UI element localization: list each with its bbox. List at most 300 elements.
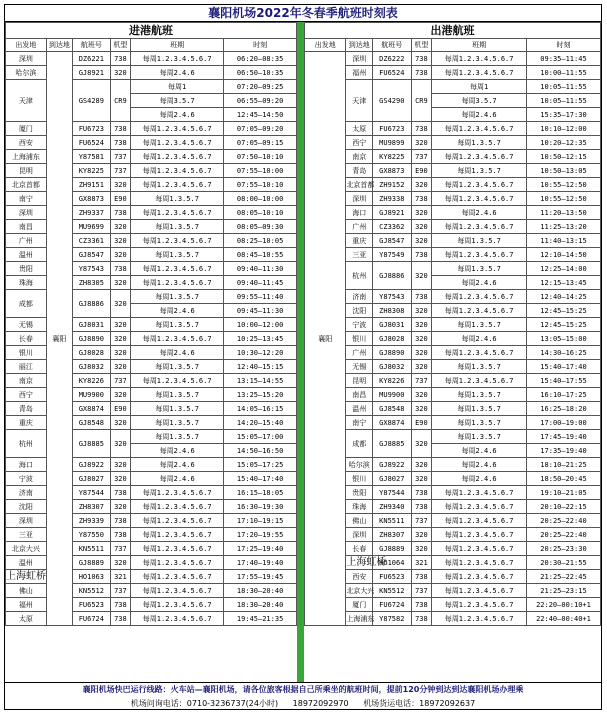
city-cell: 福州 bbox=[346, 66, 373, 80]
aircraft-type: 320 bbox=[110, 248, 130, 262]
schedule-days: 每周2.4.6 bbox=[432, 444, 527, 458]
aircraft-type: 320 bbox=[411, 542, 432, 556]
aircraft-type: 320 bbox=[411, 318, 432, 332]
column-header: 航班号 bbox=[373, 39, 411, 52]
city-cell: 温州 bbox=[346, 402, 373, 416]
city-cell: 广州 bbox=[6, 234, 47, 248]
aircraft-type: 737 bbox=[110, 374, 130, 388]
flight-number: GJ8885 bbox=[72, 430, 110, 458]
city-cell: 厦门 bbox=[6, 122, 47, 136]
timetable-sheet bbox=[4, 4, 602, 710]
city-cell: 昆明 bbox=[346, 374, 373, 388]
aircraft-type: 320 bbox=[411, 136, 432, 150]
table-row bbox=[305, 584, 601, 598]
time-range: 10:25—13:45 bbox=[224, 332, 297, 346]
time-range: 12:40—15:15 bbox=[224, 360, 297, 374]
city-cell: 南昌 bbox=[346, 388, 373, 402]
aircraft-type: 320 bbox=[110, 178, 130, 192]
schedule-days: 每周1.3.5.7 bbox=[131, 402, 224, 416]
time-range: 10:50—13:05 bbox=[526, 164, 600, 178]
schedule-days: 每周2.4.6 bbox=[131, 472, 224, 486]
city-cell: 珠海 bbox=[6, 276, 47, 290]
city-cell: 哈尔滨 bbox=[6, 66, 47, 80]
flight-number: GJ8032 bbox=[373, 360, 411, 374]
flight-number: CZ3362 bbox=[373, 220, 411, 234]
flight-number: KN5512 bbox=[72, 584, 110, 598]
city-cell: 济南 bbox=[346, 290, 373, 304]
flight-number: DZ6221 bbox=[72, 52, 110, 66]
aircraft-type: 320 bbox=[110, 500, 130, 514]
time-range: 15:35—17:30 bbox=[526, 108, 600, 122]
schedule-days: 每周2.4.6 bbox=[432, 206, 527, 220]
flight-number: KY8225 bbox=[373, 150, 411, 164]
flight-number: ZH8305 bbox=[72, 276, 110, 290]
city-cell: 贵阳 bbox=[6, 262, 47, 276]
city-cell: 成都 bbox=[346, 430, 373, 458]
aircraft-type: 320 bbox=[110, 346, 130, 360]
city-cell: 北京首都 bbox=[6, 178, 47, 192]
flight-number: FU6524 bbox=[72, 136, 110, 150]
aircraft-type: 320 bbox=[411, 402, 432, 416]
table-row bbox=[305, 416, 601, 430]
city-cell: 银川 bbox=[346, 472, 373, 486]
time-range: 08:00—10:00 bbox=[224, 192, 297, 206]
flight-number: GX8873 bbox=[373, 164, 411, 178]
flight-number: GJ8028 bbox=[72, 346, 110, 360]
flight-number: FU6724 bbox=[373, 598, 411, 612]
schedule-days: 每周1.2.3.4.5.6.7 bbox=[131, 542, 224, 556]
schedule-days: 每周1.3.5.7 bbox=[131, 430, 224, 444]
aircraft-type: 320 bbox=[110, 276, 130, 290]
shuttle-note: 襄阳机场快巴运行线路：火车站—襄阳机场，请各位旅客根据自己所乘坐的航班时间，提前120分钟到达到达襄阳机场办理乘 bbox=[82, 685, 524, 694]
aircraft-type: E90 bbox=[110, 402, 130, 416]
time-range: 08:05—10:10 bbox=[224, 206, 297, 220]
schedule-days: 每周1.3.5.7 bbox=[131, 192, 224, 206]
schedule-days: 每周1 bbox=[131, 80, 224, 94]
flight-number: HO1064 bbox=[373, 556, 411, 570]
flight-number: ZH9337 bbox=[72, 206, 110, 220]
flight-number: ZH9151 bbox=[72, 178, 110, 192]
departures-table bbox=[304, 22, 601, 626]
schedule-days: 每周1.2.3.4.5.6.7 bbox=[131, 206, 224, 220]
schedule-days: 每周1 bbox=[432, 80, 527, 94]
aircraft-type: 738 bbox=[110, 528, 130, 542]
time-range: 19:10—21:05 bbox=[526, 486, 600, 500]
city-cell: 西宁 bbox=[6, 388, 47, 402]
aircraft-type: 737 bbox=[411, 584, 432, 598]
flight-number: CZ3361 bbox=[72, 234, 110, 248]
column-header: 航班号 bbox=[72, 39, 110, 52]
flight-number: Y87582 bbox=[373, 612, 411, 626]
city-cell: 西安 bbox=[346, 570, 373, 584]
city-cell: 厦门 bbox=[346, 598, 373, 612]
flight-number: GJ8889 bbox=[373, 542, 411, 556]
table-row bbox=[305, 304, 601, 318]
schedule-days: 每周1.3.5.7 bbox=[131, 388, 224, 402]
time-range: 06:20—08:35 bbox=[224, 52, 297, 66]
column-header: 出发地 bbox=[305, 39, 346, 52]
time-range: 10:05—11:55 bbox=[526, 80, 600, 94]
aircraft-type: 320 bbox=[110, 472, 130, 486]
time-range: 15:05—17:25 bbox=[224, 458, 297, 472]
schedule-days: 每周1.2.3.4.5.6.7 bbox=[432, 178, 527, 192]
flight-number: ZH9339 bbox=[72, 514, 110, 528]
column-header: 到达地 bbox=[46, 39, 72, 52]
city-cell: 海口 bbox=[6, 458, 47, 472]
schedule-days: 每周2.4.6 bbox=[131, 66, 224, 80]
city-cell: 哈尔滨 bbox=[346, 458, 373, 472]
aircraft-type: E90 bbox=[110, 192, 130, 206]
schedule-days: 每周2.4.6 bbox=[131, 458, 224, 472]
aircraft-type: E90 bbox=[411, 416, 432, 430]
schedule-days: 每周1.2.3.4.5.6.7 bbox=[131, 514, 224, 528]
column-header: 到达地 bbox=[346, 39, 373, 52]
table-row bbox=[305, 528, 601, 542]
time-range: 17:35—19:40 bbox=[526, 444, 600, 458]
flight-number: Y87543 bbox=[72, 262, 110, 276]
flight-number: GS4289 bbox=[72, 80, 110, 122]
schedule-days: 每周1.2.3.4.5.6.7 bbox=[432, 346, 527, 360]
aircraft-type: 738 bbox=[110, 136, 130, 150]
time-range: 17:25—19:40 bbox=[224, 542, 297, 556]
city-cell: 南昌 bbox=[6, 220, 47, 234]
time-range: 16:10—17:25 bbox=[526, 388, 600, 402]
cargo-phone: 机场货运电话：18972092637 bbox=[363, 699, 476, 708]
page-title: 襄阳机场2022年冬春季航班时刻表 bbox=[5, 5, 601, 22]
time-range: 13:15—14:55 bbox=[224, 374, 297, 388]
city-cell: 广州 bbox=[346, 346, 373, 360]
city-cell: 太原 bbox=[6, 612, 47, 626]
time-range: 20:25—23:30 bbox=[526, 542, 600, 556]
city-cell: 宁波 bbox=[346, 318, 373, 332]
city-cell: 西宁 bbox=[346, 136, 373, 150]
schedule-days: 每周1.2.3.4.5.6.7 bbox=[432, 486, 527, 500]
city-cell: 南京 bbox=[6, 374, 47, 388]
table-row bbox=[305, 178, 601, 192]
city-cell: 北京首都 bbox=[346, 178, 373, 192]
aircraft-type: 320 bbox=[110, 556, 130, 570]
table-row bbox=[305, 374, 601, 388]
aircraft-type: 738 bbox=[110, 612, 130, 626]
city-cell: 温州 bbox=[6, 556, 47, 570]
aircraft-type: CR9 bbox=[411, 80, 432, 122]
schedule-days: 每周1.3.5.7 bbox=[432, 318, 527, 332]
schedule-days: 每周2.4.6 bbox=[131, 346, 224, 360]
city-cell: 上海虹桥 bbox=[346, 556, 387, 568]
aircraft-type: 738 bbox=[411, 122, 432, 136]
time-range: 14:50—16:50 bbox=[224, 444, 297, 458]
flight-number: ZH9152 bbox=[373, 178, 411, 192]
schedule-days: 每周2.4.6 bbox=[131, 304, 224, 318]
flight-number: FU6723 bbox=[373, 122, 411, 136]
column-header: 班期 bbox=[131, 39, 224, 52]
city-cell: 杭州 bbox=[346, 262, 373, 290]
flight-number: GJ8921 bbox=[373, 206, 411, 220]
time-range: 07:55—10:10 bbox=[224, 178, 297, 192]
time-range: 22:40—00:40+1 bbox=[526, 612, 600, 626]
city-cell: 杭州 bbox=[6, 430, 47, 458]
time-range: 10:00—11:55 bbox=[526, 66, 600, 80]
flight-number: FU6524 bbox=[373, 66, 411, 80]
schedule-days: 每周1.2.3.4.5.6.7 bbox=[432, 248, 527, 262]
schedule-days: 每周1.2.3.4.5.6.7 bbox=[432, 514, 527, 528]
flight-number: GJ8886 bbox=[72, 290, 110, 318]
aircraft-type: 320 bbox=[110, 416, 130, 430]
section-divider bbox=[297, 22, 304, 682]
flight-number: GS4290 bbox=[373, 80, 411, 122]
flight-number: GJ8886 bbox=[373, 262, 411, 290]
time-range: 10:00—12:00 bbox=[224, 318, 297, 332]
time-range: 17:40—19:40 bbox=[224, 556, 297, 570]
table-row bbox=[305, 514, 601, 528]
table-row bbox=[305, 220, 601, 234]
time-range: 18:30—20:40 bbox=[224, 584, 297, 598]
column-header: 时刻 bbox=[224, 39, 297, 52]
aircraft-type: 320 bbox=[411, 430, 432, 458]
aircraft-type: 320 bbox=[411, 332, 432, 346]
city-cell: 北京大兴 bbox=[6, 542, 47, 556]
time-range: 10:30—12:20 bbox=[224, 346, 297, 360]
time-range: 08:25—10:05 bbox=[224, 234, 297, 248]
schedule-days: 每周1.2.3.4.5.6.7 bbox=[432, 570, 527, 584]
table-row bbox=[305, 52, 601, 66]
flight-number: KN5512 bbox=[373, 584, 411, 598]
schedule-days: 每周2.4.6 bbox=[131, 444, 224, 458]
city-cell: 海口 bbox=[346, 206, 373, 220]
schedule-days: 每周1.2.3.4.5.6.7 bbox=[432, 598, 527, 612]
schedule-days: 每周1.3.5.7 bbox=[432, 416, 527, 430]
flight-number: MU9900 bbox=[373, 388, 411, 402]
aircraft-type: 738 bbox=[411, 570, 432, 584]
aircraft-type: 737 bbox=[110, 584, 130, 598]
city-cell: 三亚 bbox=[346, 248, 373, 262]
column-header-row bbox=[305, 39, 601, 52]
flight-number: GJ8548 bbox=[72, 416, 110, 430]
schedule-days: 每周3.5.7 bbox=[131, 94, 224, 108]
aircraft-type: 320 bbox=[110, 66, 130, 80]
time-range: 12:40—14:25 bbox=[526, 290, 600, 304]
section-heading: 出港航班 bbox=[305, 23, 601, 39]
schedule-days: 每周2.4.6 bbox=[432, 332, 527, 346]
schedule-days: 每周1.2.3.4.5.6.7 bbox=[131, 52, 224, 66]
schedule-days: 每周1.2.3.4.5.6.7 bbox=[131, 598, 224, 612]
aircraft-type: 320 bbox=[411, 234, 432, 248]
table-row bbox=[305, 192, 601, 206]
flight-number: MU9899 bbox=[373, 136, 411, 150]
city-cell: 上海虹桥 bbox=[6, 570, 46, 582]
schedule-days: 每周1.2.3.4.5.6.7 bbox=[131, 150, 224, 164]
flight-number: FU6523 bbox=[72, 598, 110, 612]
origin-cell: 襄阳 bbox=[305, 52, 346, 626]
schedule-days: 每周1.2.3.4.5.6.7 bbox=[131, 164, 224, 178]
city-cell: 银川 bbox=[346, 332, 373, 346]
flight-number: GJ8032 bbox=[72, 360, 110, 374]
column-header-row bbox=[6, 39, 297, 52]
schedule-days: 每周1.3.5.7 bbox=[131, 290, 224, 304]
time-range: 07:50—10:10 bbox=[224, 150, 297, 164]
schedule-days: 每周1.3.5.7 bbox=[432, 388, 527, 402]
flight-number: GJ8889 bbox=[72, 556, 110, 570]
aircraft-type: 738 bbox=[110, 122, 130, 136]
flight-number: KY8225 bbox=[72, 164, 110, 178]
city-cell: 南宁 bbox=[6, 192, 47, 206]
aircraft-type: 320 bbox=[411, 178, 432, 192]
city-cell: 上海浦东 bbox=[6, 150, 47, 164]
city-cell: 温州 bbox=[6, 248, 47, 262]
time-range: 11:20—13:50 bbox=[526, 206, 600, 220]
flight-number: GJ8921 bbox=[72, 66, 110, 80]
time-range: 17:55—19:45 bbox=[224, 570, 297, 584]
schedule-days: 每周1.2.3.4.5.6.7 bbox=[432, 304, 527, 318]
flight-number: GJ8890 bbox=[373, 346, 411, 360]
city-cell: 深圳 bbox=[346, 528, 373, 542]
table-row bbox=[305, 262, 601, 276]
schedule-days: 每周1.3.5.7 bbox=[432, 360, 527, 374]
table-row bbox=[305, 500, 601, 514]
time-range: 21:25—22:45 bbox=[526, 570, 600, 584]
city-cell: 沈阳 bbox=[346, 304, 373, 318]
time-range: 12:45—14:50 bbox=[224, 108, 297, 122]
time-range: 19:45—21:35 bbox=[224, 612, 297, 626]
time-range: 15:40—17:55 bbox=[526, 374, 600, 388]
table-row bbox=[305, 136, 601, 150]
flight-number: GX8874 bbox=[72, 402, 110, 416]
time-range: 16:30—19:30 bbox=[224, 500, 297, 514]
table-row bbox=[305, 486, 601, 500]
table-row bbox=[305, 122, 601, 136]
city-cell: 佛山 bbox=[6, 584, 47, 598]
city-cell: 成都 bbox=[6, 290, 47, 318]
schedule-days: 每周1.2.3.4.5.6.7 bbox=[131, 500, 224, 514]
flight-number: GJ8548 bbox=[373, 402, 411, 416]
schedule-days: 每周1.2.3.4.5.6.7 bbox=[131, 276, 224, 290]
city-cell: 贵阳 bbox=[346, 486, 373, 500]
schedule-days: 每周1.3.5.7 bbox=[432, 430, 527, 444]
destination-cell: 襄阳 bbox=[46, 52, 72, 626]
aircraft-type: 738 bbox=[411, 192, 432, 206]
time-range: 20:25—22:40 bbox=[526, 528, 600, 542]
flight-number: FU6724 bbox=[72, 612, 110, 626]
time-range: 10:05—11:55 bbox=[526, 94, 600, 108]
table-row bbox=[6, 52, 297, 66]
city-cell: 无锡 bbox=[346, 360, 373, 374]
schedule-days: 每周1.2.3.4.5.6.7 bbox=[432, 122, 527, 136]
schedule-days: 每周1.3.5.7 bbox=[131, 360, 224, 374]
contact-line bbox=[5, 697, 601, 710]
schedule-days: 每周1.2.3.4.5.6.7 bbox=[131, 374, 224, 388]
aircraft-type: E90 bbox=[411, 164, 432, 178]
schedule-days: 每周1.2.3.4.5.6.7 bbox=[131, 234, 224, 248]
schedule-days: 每周1.2.3.4.5.6.7 bbox=[131, 570, 224, 584]
departures-section bbox=[304, 22, 601, 682]
aircraft-type: 320 bbox=[110, 290, 130, 318]
city-cell: 佛山 bbox=[346, 514, 373, 528]
table-row bbox=[305, 612, 601, 626]
schedule-days: 每周1.2.3.4.5.6.7 bbox=[131, 136, 224, 150]
table-row bbox=[305, 332, 601, 346]
schedule-days: 每周1.2.3.4.5.6.7 bbox=[131, 486, 224, 500]
aircraft-type: 738 bbox=[411, 52, 432, 66]
table-row bbox=[305, 472, 601, 486]
flight-number: ZH8307 bbox=[373, 528, 411, 542]
city-cell: 宁波 bbox=[6, 472, 47, 486]
flight-number: GJ8027 bbox=[72, 472, 110, 486]
time-range: 09:40—11:45 bbox=[224, 276, 297, 290]
city-cell: 青岛 bbox=[346, 164, 373, 178]
time-range: 20:10—22:15 bbox=[526, 500, 600, 514]
aircraft-type: 737 bbox=[411, 150, 432, 164]
time-range: 09:45—11:30 bbox=[224, 304, 297, 318]
time-range: 09:40—11:30 bbox=[224, 262, 297, 276]
aircraft-type: 320 bbox=[411, 360, 432, 374]
time-range: 13:25—15:20 bbox=[224, 388, 297, 402]
schedule-days: 每周1.2.3.4.5.6.7 bbox=[131, 122, 224, 136]
aircraft-type: 320 bbox=[411, 304, 432, 318]
flight-number: DZ6222 bbox=[373, 52, 411, 66]
schedule-days: 每周1.3.5.7 bbox=[131, 416, 224, 430]
schedule-days: 每周1.2.3.4.5.6.7 bbox=[432, 542, 527, 556]
aircraft-type: 320 bbox=[411, 262, 432, 290]
time-range: 07:05—09:15 bbox=[224, 136, 297, 150]
time-range: 17:00—19:00 bbox=[526, 416, 600, 430]
section-heading-row bbox=[6, 23, 297, 39]
time-range: 07:05—09:20 bbox=[224, 122, 297, 136]
time-range: 11:40—13:15 bbox=[526, 234, 600, 248]
city-cell: 深圳 bbox=[346, 192, 373, 206]
flight-number: Y87543 bbox=[373, 290, 411, 304]
city-cell: 南宁 bbox=[346, 416, 373, 430]
aircraft-type: 320 bbox=[110, 234, 130, 248]
schedule-days: 每周1.2.3.4.5.6.7 bbox=[432, 66, 527, 80]
aircraft-type: 738 bbox=[411, 598, 432, 612]
table-row bbox=[305, 248, 601, 262]
aircraft-type: 738 bbox=[411, 66, 432, 80]
aircraft-type: 321 bbox=[411, 556, 432, 570]
city-cell: 西安 bbox=[6, 136, 47, 150]
city-cell: 丽江 bbox=[6, 360, 47, 374]
extra-phone: 18972092970 bbox=[292, 699, 349, 708]
city-cell: 银川 bbox=[6, 346, 47, 360]
schedule-days: 每周1.2.3.4.5.6.7 bbox=[131, 612, 224, 626]
time-range: 09:35—11:45 bbox=[526, 52, 600, 66]
schedule-days: 每周1.2.3.4.5.6.7 bbox=[131, 528, 224, 542]
section-heading-row bbox=[305, 23, 601, 39]
time-range: 18:30—20:40 bbox=[224, 598, 297, 612]
aircraft-type: 320 bbox=[110, 430, 130, 458]
flight-number: GJ8922 bbox=[373, 458, 411, 472]
time-range: 12:15—13:45 bbox=[526, 276, 600, 290]
aircraft-type: 738 bbox=[110, 206, 130, 220]
flight-number: GJ8885 bbox=[373, 430, 411, 458]
schedule-days: 每周1.2.3.4.5.6.7 bbox=[131, 332, 224, 346]
schedule-days: 每周1.2.3.4.5.6.7 bbox=[131, 178, 224, 192]
time-range: 10:10—12:00 bbox=[526, 122, 600, 136]
aircraft-type: 737 bbox=[411, 374, 432, 388]
flight-number: GJ8547 bbox=[72, 248, 110, 262]
schedule-days: 每周1.3.5.7 bbox=[432, 262, 527, 276]
table-row bbox=[305, 360, 601, 374]
aircraft-type: 737 bbox=[110, 164, 130, 178]
city-cell: 广州 bbox=[346, 220, 373, 234]
schedule-days: 每周3.5.7 bbox=[432, 94, 527, 108]
flight-number: GX8873 bbox=[72, 192, 110, 206]
aircraft-type: 320 bbox=[110, 388, 130, 402]
time-range: 16:25—18:20 bbox=[526, 402, 600, 416]
schedule-days: 每周1.2.3.4.5.6.7 bbox=[131, 262, 224, 276]
schedule-days: 每周1.2.3.4.5.6.7 bbox=[131, 584, 224, 598]
schedule-days: 每周1.2.3.4.5.6.7 bbox=[432, 290, 527, 304]
city-cell: 三亚 bbox=[6, 528, 47, 542]
